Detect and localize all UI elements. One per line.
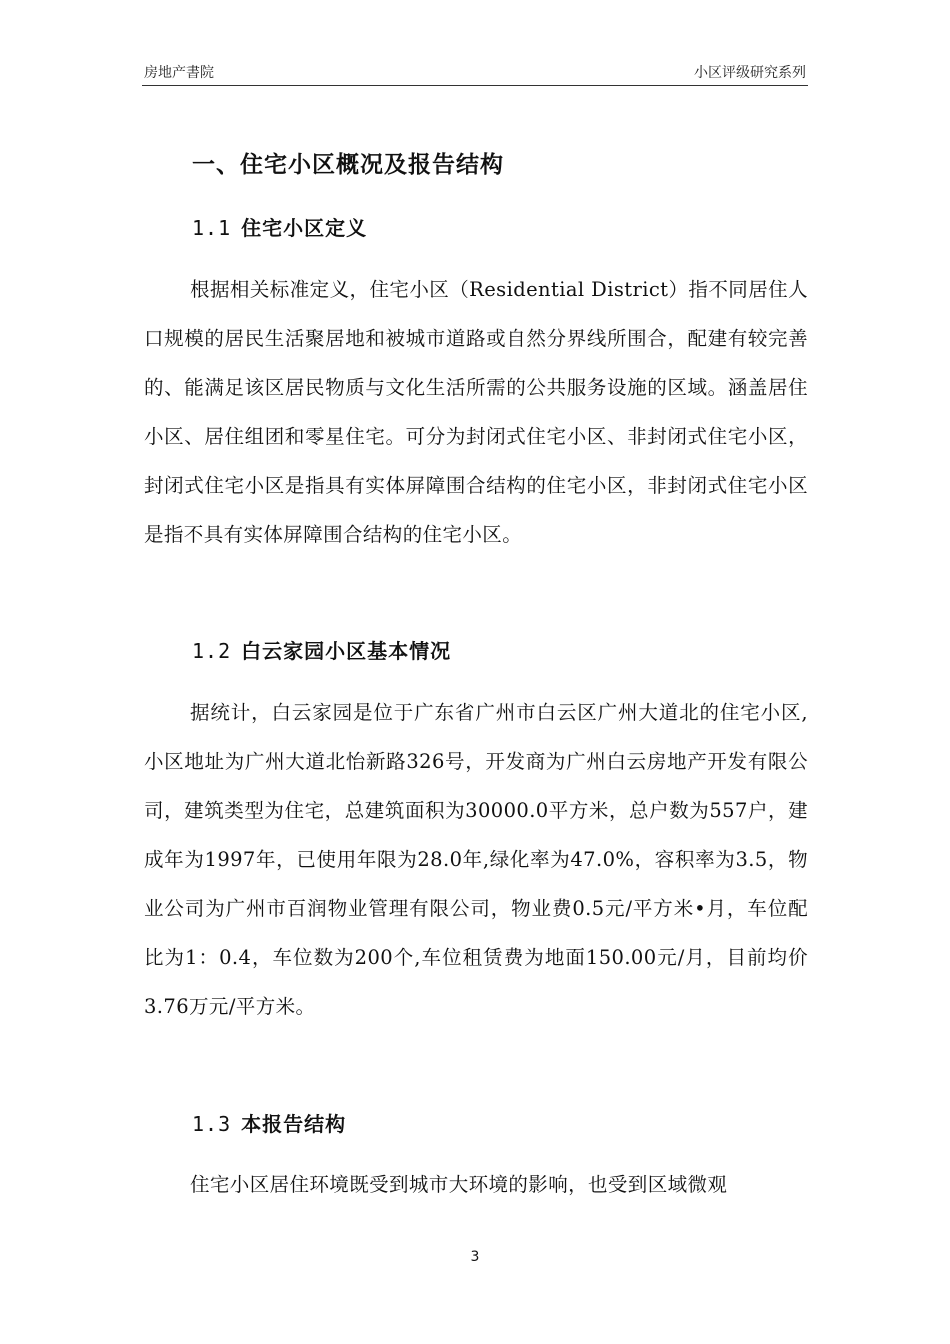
subsection-number: 1.2	[192, 639, 232, 663]
subsection-title: 本报告结构	[241, 1112, 347, 1136]
subsection-number: 1.3	[192, 1112, 232, 1136]
subsection-title: 住宅小区定义	[241, 216, 368, 240]
subsection-number: 1.1	[192, 216, 232, 240]
paragraph-basic-info: 据统计，白云家园是位于广东省广州市白云区广州大道北的住宅小区,小区地址为广州大道北怡新路326号，开发商为广州白云房地产开发有限公司，建筑类型为住宅，总建筑面积为30000.0平方米，总户数为557户，建成年为1997年，已使用年限为28.0年,绿化率为47.0%，容积率为3.5，物业公司为广州市百润物业管理有限公司，物业费0.5元/平方米•月，车位配比为1：0.4，车位数为200个,车位租赁费为地面150.00元/月，目前均价3.76万元/平方米。	[144, 701, 808, 1018]
subsection-heading-1-1	[192, 212, 367, 241]
header-left-title: 房地产書院	[144, 65, 214, 81]
header-divider	[142, 85, 808, 86]
page-number: 3	[470, 1249, 480, 1265]
paragraph-report-structure: 住宅小区居住环境既受到城市大环境的影响，也受到区域微观	[190, 1173, 728, 1196]
paragraph-definition: 根据相关标准定义，住宅小区（Residential District）指不同居住人口规模的居民生活聚居地和被城市道路或自然分界线所围合，配建有较完善的、能满足该区居民物质与文化生活所需的公共服务设施的区域。涵盖居住小区、居住组团和零星住宅。可分为封闭式住宅小区、非封闭式住宅小区，封闭式住宅小区是指具有实体屏障围合结构的住宅小区，非封闭式住宅小区是指不具有实体屏障围合结构的住宅小区。	[144, 278, 808, 546]
subsection-heading-1-3	[192, 1108, 346, 1137]
header-right-title: 小区评级研究系列	[694, 65, 806, 81]
section-heading-1: 一、住宅小区概况及报告结构	[192, 152, 504, 178]
subsection-title: 白云家园小区基本情况	[241, 639, 452, 663]
subsection-heading-1-2	[192, 635, 451, 664]
